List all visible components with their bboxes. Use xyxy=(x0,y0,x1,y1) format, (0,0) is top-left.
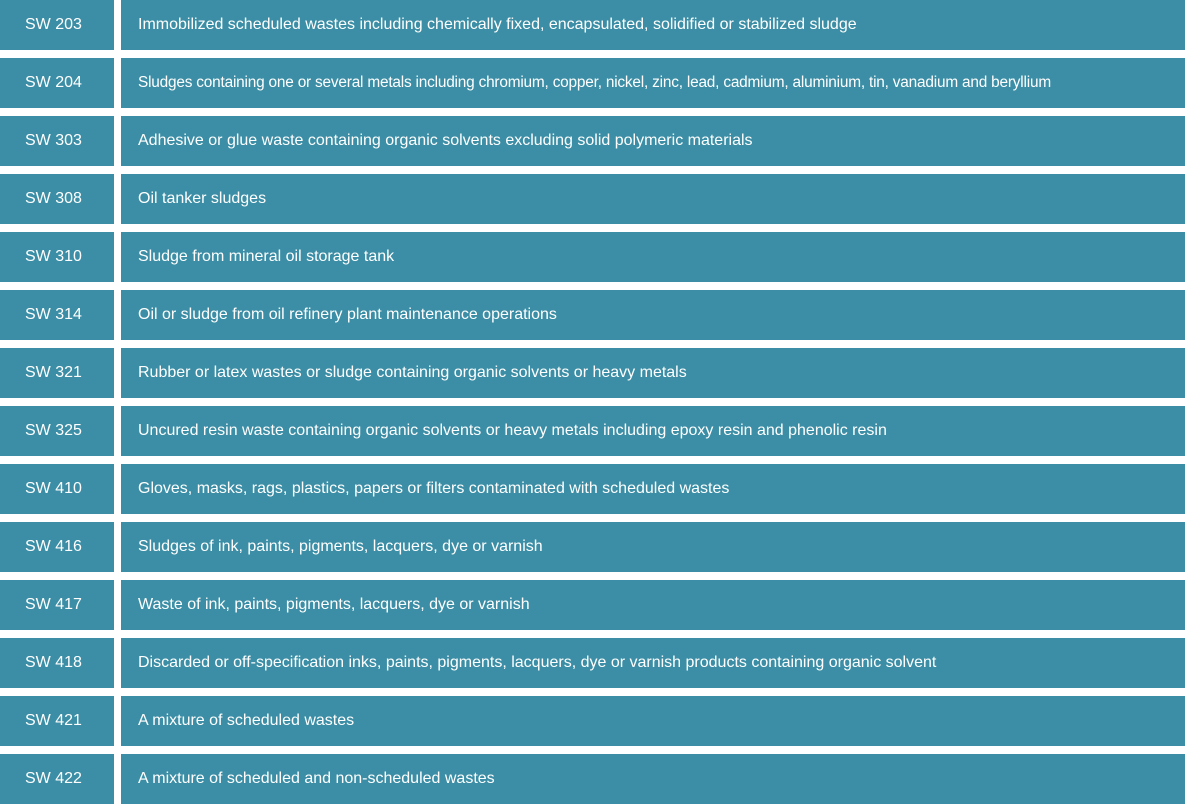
table-row xyxy=(0,464,1185,514)
waste-description: Waste of ink, paints, pigments, lacquers, dye or varnish xyxy=(121,580,1185,630)
waste-description: Sludges containing one or several metals including chromium, copper, nickel, zinc, lead, cadmium, aluminium, tin, vanadium and beryllium xyxy=(121,58,1185,108)
waste-code: SW 314 xyxy=(0,290,114,340)
waste-code: SW 203 xyxy=(0,0,114,50)
waste-description: Immobilized scheduled wastes including chemically fixed, encapsulated, solidified or stabilized sludge xyxy=(121,0,1185,50)
waste-description: A mixture of scheduled and non-scheduled wastes xyxy=(121,754,1185,804)
table-row xyxy=(0,754,1185,804)
waste-code: SW 303 xyxy=(0,116,114,166)
table-row xyxy=(0,0,1185,50)
waste-code: SW 416 xyxy=(0,522,114,572)
table-row xyxy=(0,522,1185,572)
waste-description: Oil tanker sludges xyxy=(121,174,1185,224)
waste-code: SW 410 xyxy=(0,464,114,514)
table-row xyxy=(0,58,1185,108)
waste-description: Sludges of ink, paints, pigments, lacquers, dye or varnish xyxy=(121,522,1185,572)
waste-code: SW 321 xyxy=(0,348,114,398)
waste-code: SW 325 xyxy=(0,406,114,456)
table-row xyxy=(0,580,1185,630)
table-row xyxy=(0,174,1185,224)
table-row xyxy=(0,290,1185,340)
waste-code: SW 418 xyxy=(0,638,114,688)
waste-description: Oil or sludge from oil refinery plant maintenance operations xyxy=(121,290,1185,340)
waste-description: Uncured resin waste containing organic solvents or heavy metals including epoxy resin and phenolic resin xyxy=(121,406,1185,456)
waste-description: Sludge from mineral oil storage tank xyxy=(121,232,1185,282)
waste-code: SW 204 xyxy=(0,58,114,108)
table-row xyxy=(0,638,1185,688)
table-row xyxy=(0,696,1185,746)
waste-description: Rubber or latex wastes or sludge containing organic solvents or heavy metals xyxy=(121,348,1185,398)
waste-code: SW 422 xyxy=(0,754,114,804)
waste-description: Discarded or off-specification inks, paints, pigments, lacquers, dye or varnish products containing organic solvent xyxy=(121,638,1185,688)
table-row xyxy=(0,348,1185,398)
waste-description: Adhesive or glue waste containing organic solvents excluding solid polymeric materials xyxy=(121,116,1185,166)
table-row xyxy=(0,406,1185,456)
table-row xyxy=(0,232,1185,282)
waste-description: Gloves, masks, rags, plastics, papers or filters contaminated with scheduled wastes xyxy=(121,464,1185,514)
waste-code: SW 417 xyxy=(0,580,114,630)
waste-description: A mixture of scheduled wastes xyxy=(121,696,1185,746)
waste-code: SW 421 xyxy=(0,696,114,746)
table-row xyxy=(0,116,1185,166)
waste-code: SW 308 xyxy=(0,174,114,224)
waste-code: SW 310 xyxy=(0,232,114,282)
